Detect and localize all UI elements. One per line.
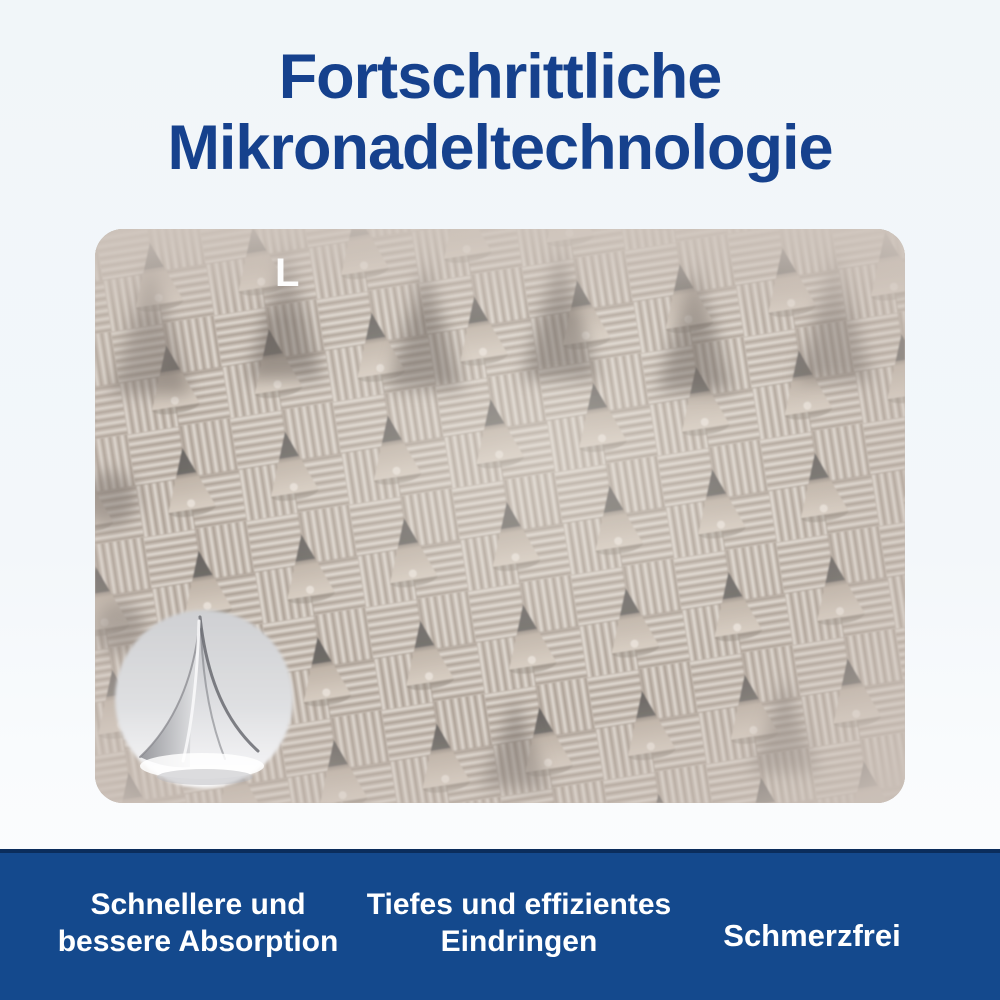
feature-absorption-line2: bessere Absorption: [57, 925, 339, 958]
feature-absorption-line1: Schnellere und: [90, 888, 306, 921]
feature-penetration: [352, 886, 686, 960]
microneedle-photo: [95, 229, 905, 803]
features-band: [0, 849, 1000, 1000]
page-title: [0, 42, 1000, 184]
page-title-line1: Fortschrittliche: [278, 42, 722, 112]
needle-tip-inset: [115, 610, 293, 788]
photo-watermark-letter: L: [275, 251, 300, 295]
feature-painless: [648, 917, 976, 954]
feature-penetration-line1: Tiefes und effizientes: [366, 888, 672, 921]
microneedle-array-texture: [95, 229, 905, 803]
page-title-line2: Mikronadeltechnologie: [167, 113, 833, 183]
feature-penetration-line2: Eindringen: [440, 925, 598, 958]
feature-absorption: [28, 886, 368, 960]
feature-painless-line1: Schmerzfrei: [723, 918, 901, 953]
